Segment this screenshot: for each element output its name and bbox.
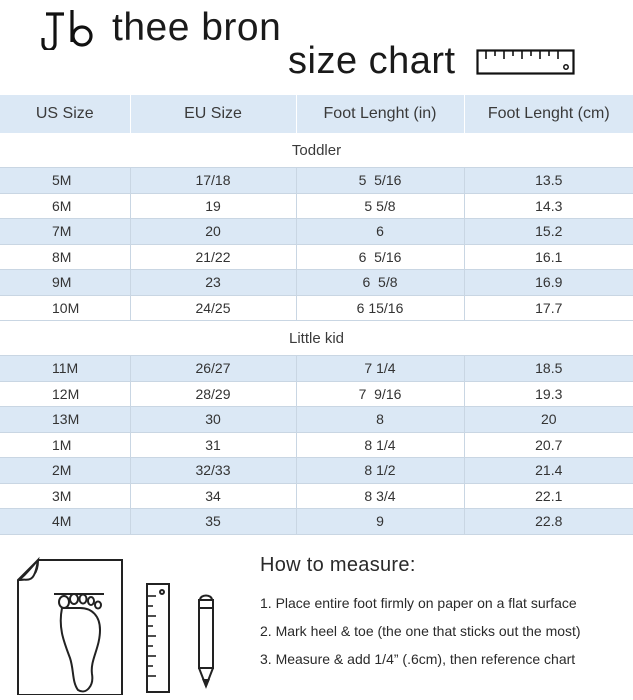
foot-in-cell: 5 5/16 — [296, 168, 464, 194]
table-row — [0, 509, 633, 535]
brand-logo — [38, 8, 96, 55]
how-to-measure-title: How to measure: — [260, 554, 416, 576]
section-label: Toddler — [0, 133, 633, 168]
foot-on-paper-icon — [18, 560, 122, 695]
foot-in-cell: 7 1/4 — [296, 356, 464, 382]
table-row — [0, 244, 633, 270]
us-size-cell: 11M — [0, 356, 130, 382]
table-row — [0, 168, 633, 194]
eu-size-cell: 34 — [130, 483, 296, 509]
eu-size-cell: 21/22 — [130, 244, 296, 270]
eu-size-cell: 23 — [130, 270, 296, 296]
table-row — [0, 193, 633, 219]
foot-cm-cell: 16.1 — [464, 244, 633, 270]
table-row — [0, 270, 633, 296]
page-title: size chart — [288, 40, 456, 82]
how-to-measure-illustration — [14, 556, 229, 700]
foot-in-cell: 8 1/4 — [296, 432, 464, 458]
foot-in-cell: 6 — [296, 219, 464, 245]
us-size-cell: 3M — [0, 483, 130, 509]
table-row — [0, 219, 633, 245]
foot-in-cell: 7 9/16 — [296, 381, 464, 407]
foot-in-cell: 9 — [296, 509, 464, 535]
eu-size-cell: 17/18 — [130, 168, 296, 194]
table-row — [0, 483, 633, 509]
header-foot-length-cm: Foot Lenght (cm) — [464, 95, 633, 133]
us-size-cell: 12M — [0, 381, 130, 407]
foot-cm-cell: 20.7 — [464, 432, 633, 458]
how-to-measure-steps — [260, 592, 581, 676]
table-row — [0, 295, 633, 321]
table-row — [0, 432, 633, 458]
foot-in-cell: 6 5/16 — [296, 244, 464, 270]
table-row — [0, 407, 633, 433]
table-row — [0, 458, 633, 484]
foot-cm-cell: 19.3 — [464, 381, 633, 407]
foot-cm-cell: 17.7 — [464, 295, 633, 321]
header-eu-size: EU Size — [130, 95, 296, 133]
section-toddler — [0, 133, 633, 168]
us-size-cell: 6M — [0, 193, 130, 219]
us-size-cell: 4M — [0, 509, 130, 535]
foot-cm-cell: 13.5 — [464, 168, 633, 194]
foot-cm-cell: 16.9 — [464, 270, 633, 296]
list-item: 1. Place entire foot firmly on paper on a flat surface — [260, 595, 577, 611]
eu-size-cell: 31 — [130, 432, 296, 458]
header-foot-length-in: Foot Lenght (in) — [296, 95, 464, 133]
foot-cm-cell: 18.5 — [464, 356, 633, 382]
eu-size-cell: 19 — [130, 193, 296, 219]
eu-size-cell: 24/25 — [130, 295, 296, 321]
section-label: Little kid — [0, 321, 633, 356]
foot-in-cell: 5 5/8 — [296, 193, 464, 219]
us-size-cell: 7M — [0, 219, 130, 245]
foot-cm-cell: 22.8 — [464, 509, 633, 535]
section-little-kid — [0, 321, 633, 356]
foot-cm-cell: 15.2 — [464, 219, 633, 245]
foot-in-cell: 8 3/4 — [296, 483, 464, 509]
foot-cm-cell: 21.4 — [464, 458, 633, 484]
ruler-icon — [147, 584, 169, 692]
list-item: 3. Measure & add 1/4” (.6cm), then reference chart — [260, 651, 576, 667]
foot-cm-cell: 20 — [464, 407, 633, 433]
eu-size-cell: 28/29 — [130, 381, 296, 407]
foot-cm-cell: 22.1 — [464, 483, 633, 509]
us-size-cell: 2M — [0, 458, 130, 484]
us-size-cell: 5M — [0, 168, 130, 194]
ruler-icon — [476, 46, 576, 81]
eu-size-cell: 20 — [130, 219, 296, 245]
table-row — [0, 356, 633, 382]
us-size-cell: 1M — [0, 432, 130, 458]
header-us-size: US Size — [0, 95, 130, 133]
us-size-cell: 10M — [0, 295, 130, 321]
foot-in-cell: 6 15/16 — [296, 295, 464, 321]
eu-size-cell: 26/27 — [130, 356, 296, 382]
foot-in-cell: 6 5/8 — [296, 270, 464, 296]
eu-size-cell: 35 — [130, 509, 296, 535]
eu-size-cell: 32/33 — [130, 458, 296, 484]
us-size-cell: 9M — [0, 270, 130, 296]
table-header-row — [0, 95, 633, 133]
us-size-cell: 13M — [0, 407, 130, 433]
brand-name: thee bron — [112, 6, 282, 49]
eu-size-cell: 30 — [130, 407, 296, 433]
table-row — [0, 381, 633, 407]
foot-in-cell: 8 1/2 — [296, 458, 464, 484]
list-item: 2. Mark heel & toe (the one that sticks out the most) — [260, 623, 581, 639]
size-chart-table — [0, 95, 633, 535]
us-size-cell: 8M — [0, 244, 130, 270]
tb-monogram-icon — [38, 8, 96, 50]
foot-in-cell: 8 — [296, 407, 464, 433]
foot-cm-cell: 14.3 — [464, 193, 633, 219]
pencil-icon — [199, 596, 213, 687]
